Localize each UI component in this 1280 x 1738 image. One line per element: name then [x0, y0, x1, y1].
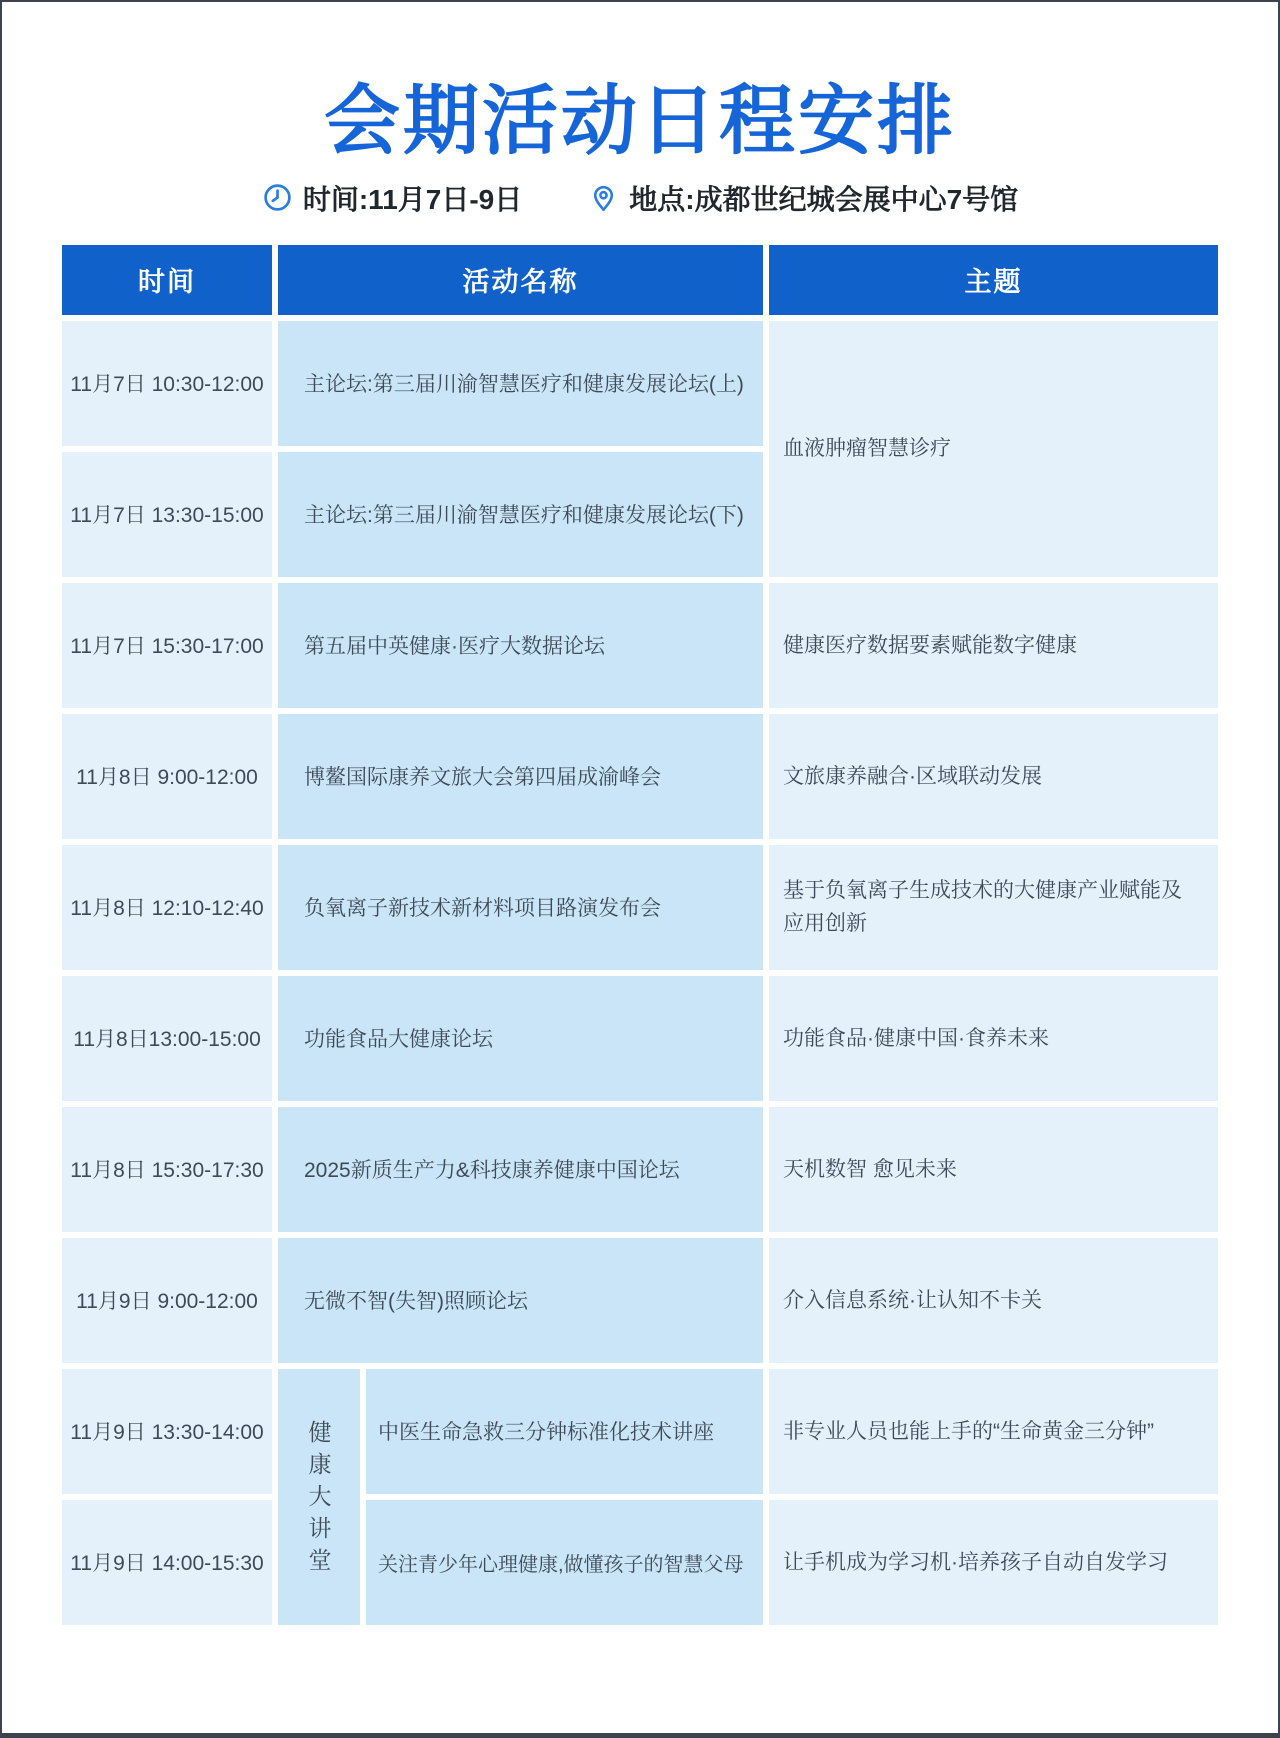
table-cell-time: 11月8日 9:00-12:00 [62, 714, 272, 839]
table-cell-activity: 2025新质生产力&科技康养健康中国论坛 [278, 1107, 763, 1232]
table-cell-activity: 功能食品大健康论坛 [278, 976, 763, 1101]
table-cell-activity: 博鳌国际康养文旅大会第四届成渝峰会 [278, 714, 763, 839]
table-cell-time: 11月9日 13:30-14:00 [62, 1369, 272, 1494]
table-cell-activity: 主论坛:第三届川渝智慧医疗和健康发展论坛(上) [278, 321, 763, 446]
time-meta [262, 178, 522, 218]
table-cell-activity: 无微不智(失智)照顾论坛 [278, 1238, 763, 1363]
column-header-time: 时间 [62, 245, 272, 315]
table-cell-activity: 关注青少年心理健康,做懂孩子的智慧父母 [366, 1500, 763, 1625]
table-cell-time: 11月8日 15:30-17:30 [62, 1107, 272, 1232]
table-cell-time: 11月8日13:00-15:00 [62, 976, 272, 1101]
table-cell-time: 11月7日 10:30-12:00 [62, 321, 272, 446]
table-cell-time: 11月7日 13:30-15:00 [62, 452, 272, 577]
table-cell-theme: 基于负氧离子生成技术的大健康产业赋能及应用创新 [769, 845, 1218, 970]
table-cell-activity: 第五届中英健康·医疗大数据论坛 [278, 583, 763, 708]
table-cell-activity: 负氧离子新技术新材料项目路演发布会 [278, 845, 763, 970]
table-cell-time: 11月8日 12:10-12:40 [62, 845, 272, 970]
table-cell-theme-merged: 血液肿瘤智慧诊疗 [769, 321, 1218, 577]
table-cell-activity: 主论坛:第三届川渝智慧医疗和健康发展论坛(下) [278, 452, 763, 577]
table-cell-time: 11月9日 14:00-15:30 [62, 1500, 272, 1625]
table-cell-theme: 介入信息系统·让认知不卡关 [769, 1238, 1218, 1363]
page-title: 会期活动日程安排 [324, 79, 956, 164]
clock-icon [262, 182, 293, 213]
column-header-activity: 活动名称 [278, 245, 763, 315]
table-cell-theme: 天机数智 愈见未来 [769, 1107, 1218, 1232]
meta-row [2, 178, 1278, 218]
schedule-table [62, 245, 1218, 1625]
table-cell-activity: 中医生命急救三分钟标准化技术讲座 [366, 1369, 763, 1494]
table-cell-theme: 功能食品·健康中国·食养未来 [769, 976, 1218, 1101]
location-meta [588, 178, 1018, 218]
location-meta-label: 地点:成都世纪城会展中心7号馆 [629, 183, 1019, 215]
table-cell-time: 11月7日 15:30-17:00 [62, 583, 272, 708]
time-meta-label: 时间:11月7日-9日 [302, 183, 523, 215]
table-cell-theme: 非专业人员也能上手的“生命黄金三分钟” [769, 1369, 1218, 1494]
table-cell-theme: 让手机成为学习机·培养孩子自动自发学习 [769, 1500, 1218, 1625]
table-cell-time: 11月9日 9:00-12:00 [62, 1238, 272, 1363]
table-cell-theme: 文旅康养融合·区域联动发展 [769, 714, 1218, 839]
location-pin-icon [588, 182, 619, 213]
lecture-group-cell: 健康大讲堂 [278, 1369, 360, 1625]
column-header-theme: 主题 [769, 245, 1218, 315]
table-cell-theme: 健康医疗数据要素赋能数字健康 [769, 583, 1218, 708]
